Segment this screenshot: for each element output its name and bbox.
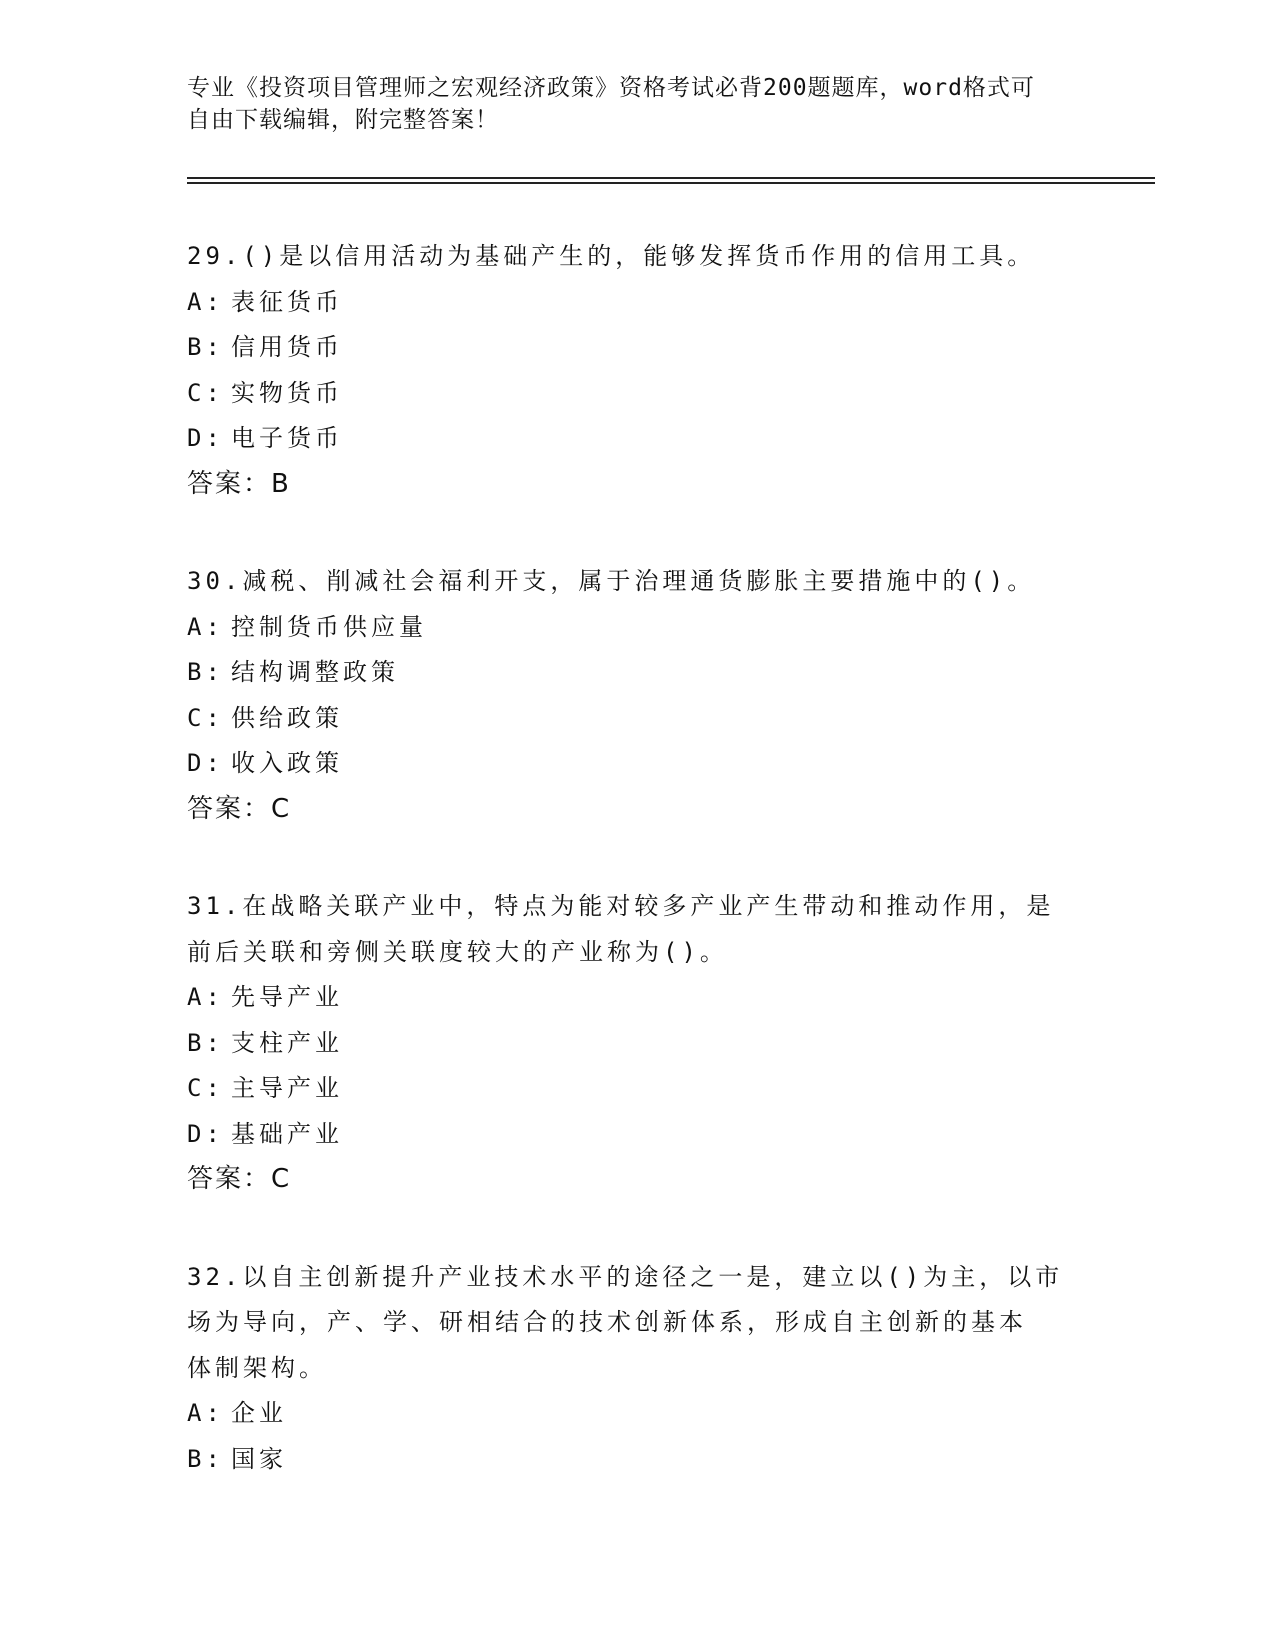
- question-stem-line: 32.以自主创新提升产业技术水平的途径之一是，建立以()为主，以市: [187, 1262, 1064, 1291]
- option-key: C:: [187, 1074, 224, 1102]
- answer-option: [187, 1391, 1087, 1437]
- answer-line: 答案：C: [187, 1164, 292, 1194]
- answer-line: 答案：C: [187, 793, 292, 824]
- option-key: D:: [187, 1119, 224, 1148]
- answer-option: [187, 741, 1087, 787]
- answer-option: [187, 1437, 1087, 1483]
- option-key: B:: [187, 658, 224, 686]
- answer-option: [187, 371, 1087, 417]
- answer-option: [187, 1066, 1087, 1112]
- header-line-1: 专业《投资项目管理师之宏观经济政策》资格考试必背200题题库，word格式可: [187, 75, 1035, 101]
- option-text: 先导产业: [231, 983, 343, 1011]
- question-item: [187, 884, 1087, 1203]
- option-text: 主导产业: [231, 1074, 343, 1102]
- answer-option: [187, 416, 1087, 462]
- question-stem-line: 30.减税、削减社会福利开支，属于治理通货膨胀主要措施中的()。: [187, 567, 1036, 595]
- question-stem-line: 前后关联和旁侧关联度较大的产业称为()。: [187, 937, 728, 966]
- option-key: A:: [187, 1399, 224, 1427]
- option-key: A:: [187, 983, 224, 1011]
- question-stem-line: 31.在战略关联产业中，特点为能对较多产业产生带动和推动作用，是: [187, 892, 1055, 920]
- option-text: 收入政策: [231, 749, 343, 777]
- answer-option: [187, 1112, 1087, 1158]
- option-text: 电子货币: [231, 424, 343, 452]
- question-item: [187, 1255, 1087, 1483]
- option-key: B:: [187, 1444, 224, 1473]
- question-stem-line: 场为导向，产、学、研相结合的技术创新体系，形成自主创新的基本: [187, 1308, 1027, 1336]
- option-text: 国家: [231, 1444, 287, 1473]
- option-text: 供给政策: [231, 703, 343, 732]
- option-text: 企业: [231, 1399, 287, 1427]
- option-key: B:: [187, 333, 224, 361]
- option-text: 支柱产业: [231, 1028, 343, 1057]
- answer-option: [187, 605, 1087, 651]
- answer-option: [187, 975, 1087, 1021]
- option-key: C:: [187, 378, 224, 407]
- question-stem-line: 体制架构。: [187, 1353, 327, 1382]
- question-item: [187, 559, 1087, 832]
- answer-option: [187, 280, 1087, 326]
- option-key: A:: [187, 287, 224, 316]
- answer-option: [187, 696, 1087, 742]
- option-text: 表征货币: [231, 287, 343, 316]
- document-header: [187, 72, 1067, 136]
- header-divider-bottom: [187, 182, 1155, 184]
- question-list: [187, 234, 1087, 1534]
- question-stem-line: 29.()是以信用活动为基础产生的，能够发挥货币作用的信用工具。: [187, 242, 1036, 270]
- option-key: C:: [187, 703, 224, 732]
- option-text: 控制货币供应量: [231, 612, 427, 641]
- option-key: D:: [187, 749, 224, 777]
- answer-option: [187, 650, 1087, 696]
- answer-option: [187, 325, 1087, 371]
- header-line-2: 自由下载编辑，附完整答案！: [187, 107, 499, 133]
- option-text: 实物货币: [231, 378, 343, 407]
- header-divider-top: [187, 177, 1155, 179]
- question-item: [187, 234, 1087, 507]
- answer-line: 答案：B: [187, 468, 291, 499]
- option-text: 结构调整政策: [231, 658, 399, 686]
- option-key: B:: [187, 1028, 224, 1057]
- option-text: 基础产业: [231, 1119, 343, 1148]
- answer-option: [187, 1021, 1087, 1067]
- option-key: D:: [187, 424, 224, 452]
- option-text: 信用货币: [231, 333, 343, 361]
- option-key: A:: [187, 612, 224, 641]
